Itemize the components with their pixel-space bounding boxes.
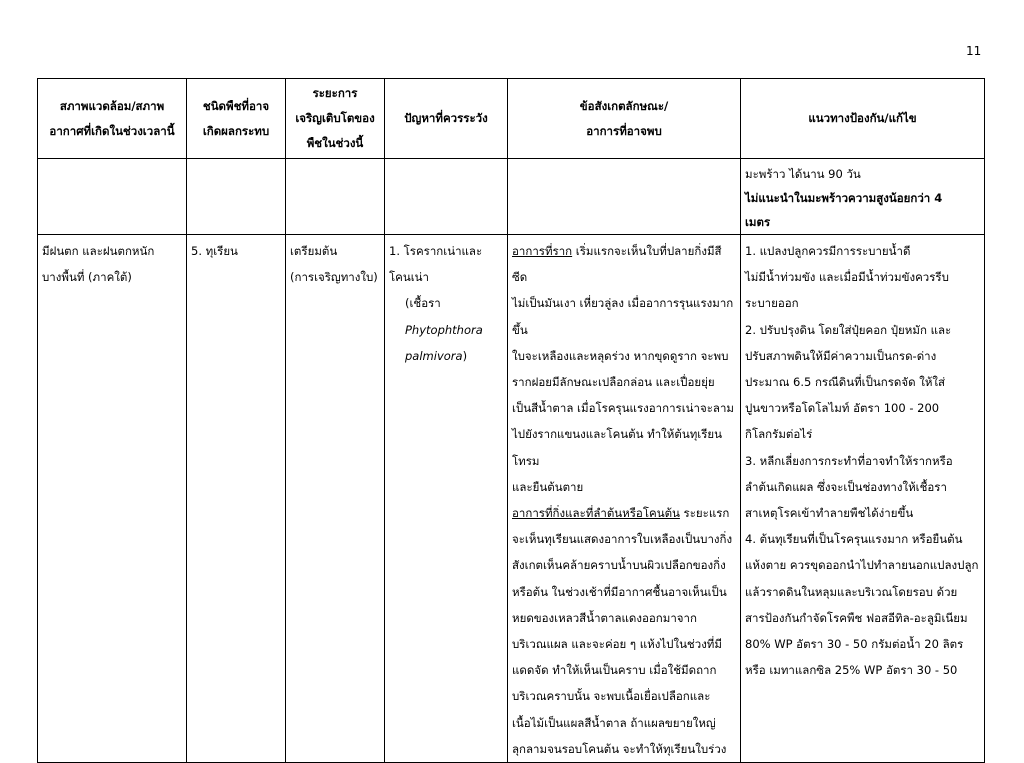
table-row: [38, 159, 985, 235]
cell-environment: มีฝนตก และฝนตกหนัก บางพื้นที่ (ภาคใต้): [38, 235, 187, 763]
guidance-table: [37, 78, 985, 763]
symptom-branch-stem-text: ระยะแรก จะเห็นทุเรียนแสดงอาการใบเหลืองเป็นบางกิ่ง สังเกตเห็นคล้ายคราบน้ำบนผิวเปลือกของกิ่ง หรือต้น ในช่วงเช้าที่มีอากาศชื้นอาจเห็นเป็น หยดของเหลวสีน้ำตาลแดงออกมาจาก บริเวณแผล และจะค่อย ๆ แห้งไปในช่วงที่มี แดดจัด ทำให้เห็นเป็นคราบ เมื่อใช้มีดถาก บริเวณคราบนั้น จะพบเนื้อเยื่อเปลือกและ เนื้อไม้เป็นแผลสีน้ำตาล ถ้าแผลขยายใหญ่ ลุกลามจนรอบโคนต้น จะทำให้ทุเรียนใบร่วง: [512, 506, 733, 756]
pathogen-suffix: ): [462, 348, 468, 363]
table-header-row: [38, 79, 985, 159]
symptom-branch-stem: [512, 500, 736, 762]
cell-empty: [385, 159, 508, 235]
symptom-root: [512, 238, 736, 500]
pathogen-prefix: (เชื้อรา: [405, 296, 441, 311]
cell-prevention-continued: [741, 159, 985, 235]
header-crop: ชนิดพืชที่อาจ เกิดผลกระทบ: [187, 79, 286, 159]
cell-empty: [286, 159, 385, 235]
cell-symptoms: [508, 235, 741, 763]
prevention-item-2: 2. ปรับปรุงดิน โดยใส่ปุ๋ยคอก ปุ๋ยหมัก และ ปรับสภาพดินให้มีค่าความเป็นกรด-ด่าง ประมาณ 6.5 กรณีดินที่เป็นกรดจัด ให้ใส่ ปูนขาวหรือโดโลไมท์ อัตรา 100 - 200 กิโลกรัมต่อไร่: [745, 322, 952, 442]
header-prevention: แนวทางป้องกัน/แก้ไข: [741, 79, 985, 159]
cell-empty: [38, 159, 187, 235]
header-symptoms: ข้อสังเกตลักษณะ/ อาการที่อาจพบ: [508, 79, 741, 159]
pathogen-genus: Phytophthora: [405, 322, 483, 337]
header-growth-stage: ระยะการ เจริญเติบโตของ พืชในช่วงนี้: [286, 79, 385, 159]
header-problem: ปัญหาที่ควรระวัง: [385, 79, 508, 159]
prevention-continued-line: มะพร้าว ได้นาน 90 วัน: [745, 167, 861, 181]
prevention-item-3: 3. หลีกเลี่ยงการกระทำที่อาจทำให้รากหรือ ลำต้นเกิดแผล ซึ่งจะเป็นช่องทางให้เชื้อรา สาเหตุโรคเข้าทำลายพืชได้ง่ายขึ้น: [745, 453, 953, 521]
cell-crop: 5. ทุเรียน: [187, 235, 286, 763]
page-number: 11: [966, 44, 982, 58]
cell-problem: [385, 235, 508, 763]
symptom-root-text: เริ่มแรกจะเห็นใบที่ปลายกิ่งมีสีซีด ไม่เป็นมันเงา เหี่ยวลู่ลง เมื่ออาการรุนแรงมากขึ้น ใบจะเหลืองและหลุดร่วง หากขุดดูราก จะพบ รากฝอยมีลักษณะเปลือกล่อน และเปื่อยยุ่ย เป็นสีน้ำตาล เมื่อโรครุนแรงอาการเน่าจะลาม ไปยังรากแขนงและโคนต้น ทำให้ต้นทุเรียนโทรม และยืนต้นตาย: [512, 244, 734, 494]
symptom-branch-stem-label: อาการที่กิ่งและที่ลำต้นหรือโคนต้น: [512, 506, 680, 521]
pathogen-species: palmivora: [405, 348, 463, 363]
cell-empty: [508, 159, 741, 235]
symptom-root-label: อาการที่ราก: [512, 244, 573, 258]
problem-name: 1. โรครากเน่าและ โคนเน่า: [389, 244, 483, 285]
cell-prevention: [741, 235, 985, 763]
header-environment: สภาพแวดล้อม/สภาพ อากาศที่เกิดในช่วงเวลานี้: [38, 79, 187, 159]
prevention-item-1: 1. แปลงปลูกควรมีการระบายน้ำดี ไม่มีน้ำท่วมขัง และเมื่อมีน้ำท่วมขังควรรีบ ระบายออก: [745, 244, 949, 311]
table-row: [38, 235, 985, 763]
cell-empty: [187, 159, 286, 235]
prevention-item-4: 4. ต้นทุเรียนที่เป็นโรครุนแรงมาก หรือยืนต้น แห้งตาย ควรขุดออกนำไปทำลายนอกแปลงปลูก แล้วราดดินในหลุมและบริเวณโดยรอบ ด้วย สารป้องกันกำจัดโรคพืช ฟอสอีทิล-อะลูมิเนียม 80% WP อัตรา 30 - 50 กรัมต่อน้ำ 20 ลิตร หรือ เมทาแลกซิล 25% WP อัตรา 30 - 50: [745, 532, 979, 678]
prevention-warning: ไม่แนะนำในมะพร้าวความสูงน้อยกว่า 4 เมตร: [745, 191, 943, 229]
cell-growth-stage: เตรียมต้น (การเจริญทางใบ): [286, 235, 385, 763]
